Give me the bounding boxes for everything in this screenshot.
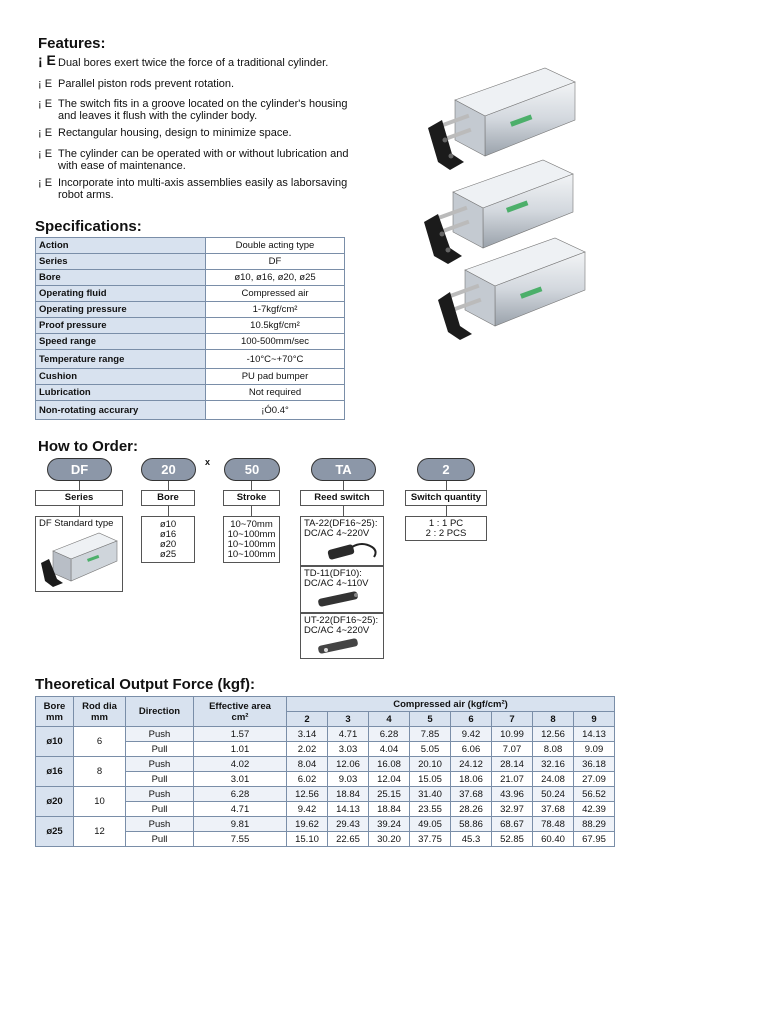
force-cell: 8.08 [533,742,574,757]
spec-value: PU pad bumper [206,369,345,385]
quantity-option: 1 : 1 PC [428,518,464,529]
force-cell: 50.24 [533,787,574,802]
spec-value: 100-500mm/sec [206,334,345,350]
force-cell: 6.02 [287,772,328,787]
table-row [36,270,345,286]
table-row [36,817,615,832]
spec-value: Compressed air [206,286,345,302]
force-cell: 16.08 [369,757,410,772]
switch-option-ta22 [300,516,384,566]
feature-text: Incorporate into multi-axis assemblies easily as laborsaving robot arms. [58,177,348,201]
stroke-option: 10~100mm [227,539,276,550]
force-cell: 37.75 [410,832,451,847]
spec-key: Series [36,254,206,270]
bore-cell: ø10 [36,727,74,757]
switch-model: TA-22(DF16~25): [304,518,378,529]
spec-key: Lubrication [36,385,206,401]
force-cell: 37.68 [533,802,574,817]
force-cell: 49.05 [410,817,451,832]
area-cell: 9.81 [194,817,287,832]
force-cell: 28.14 [492,757,533,772]
code-bore-pill: 20 [141,458,196,481]
direction-cell: Push [126,787,194,802]
label-series: Series [35,490,123,506]
bore-option: ø20 [159,539,177,550]
bullet-icon: ¡ E [38,98,53,110]
pressure-header: 4 [369,712,410,727]
cylinder-1 [428,68,575,170]
table-row [36,385,345,401]
rod-cell: 10 [74,787,126,817]
force-cell: 7.07 [492,742,533,757]
force-cell: 42.39 [574,802,615,817]
force-cell: 68.67 [492,817,533,832]
force-cell: 10.99 [492,727,533,742]
force-cell: 23.55 [410,802,451,817]
bore-option: ø10 [159,519,177,530]
force-cell: 12.56 [533,727,574,742]
force-cell: 6.06 [451,742,492,757]
spec-key: Bore [36,270,206,286]
table-header-row [36,697,615,712]
rod-cell: 8 [74,757,126,787]
switch-ut22-image [304,636,380,658]
bore-cell: ø25 [36,817,74,847]
table-row [36,254,345,270]
force-cell: 37.68 [451,787,492,802]
order-title: How to Order: [38,438,138,455]
force-cell: 3.14 [287,727,328,742]
force-cell: 27.09 [574,772,615,787]
spec-value: ø10, ø16, ø20, ø25 [206,270,345,286]
header-compressed-air: Compressed air (kgf/cm²) [287,697,615,712]
force-cell: 9.09 [574,742,615,757]
force-cell: 20.10 [410,757,451,772]
force-cell: 18.84 [369,802,410,817]
force-cell: 45.3 [451,832,492,847]
bullet-icon: ¡ E [38,177,53,189]
force-cell: 7.85 [410,727,451,742]
force-cell: 28.26 [451,802,492,817]
force-cell: 5.05 [410,742,451,757]
header-direction: Direction [126,697,194,727]
pressure-header: 9 [574,712,615,727]
stroke-option: 10~70mm [230,519,273,530]
table-row [36,787,615,802]
label-reed-switch: Reed switch [300,490,384,506]
feature-text: Rectangular housing, design to minimize space. [58,127,292,139]
table-row [36,350,345,369]
force-cell: 39.24 [369,817,410,832]
spec-value: DF [206,254,345,270]
spec-value: 10.5kgf/cm² [206,318,345,334]
force-cell: 56.52 [574,787,615,802]
rod-cell: 6 [74,727,126,757]
bullet-icon: ¡ E [38,52,56,68]
force-cell: 12.04 [369,772,410,787]
table-row [36,401,345,420]
spec-key: Operating pressure [36,302,206,318]
pressure-header: 6 [451,712,492,727]
direction-cell: Push [126,757,194,772]
force-cell: 88.29 [574,817,615,832]
force-cell: 4.71 [328,727,369,742]
series-cylinder-image [39,529,119,587]
header-effective-area: Effective area cm² [194,697,287,727]
force-cell: 32.97 [492,802,533,817]
series-text: DF Standard type [39,518,114,529]
bullet-icon: ¡ E [38,148,53,160]
force-cell: 21.07 [492,772,533,787]
stroke-option: 10~100mm [227,529,276,540]
force-cell: 29.43 [328,817,369,832]
spec-value: -10°C~+70°C [206,350,345,369]
spec-value: Double acting type [206,238,345,254]
header-rod-dia: Rod dia mm [74,697,126,727]
spec-value: ¡Ó0.4° [206,401,345,420]
bore-cell: ø16 [36,757,74,787]
area-cell: 7.55 [194,832,287,847]
force-cell: 12.56 [287,787,328,802]
stroke-option-box [223,516,280,563]
table-row [36,727,615,742]
force-cell: 22.65 [328,832,369,847]
bore-option: ø25 [159,549,177,560]
quantity-option: 2 : 2 PCS [425,528,467,539]
spec-key: Operating fluid [36,286,206,302]
table-row [36,302,345,318]
spec-key: Cushion [36,369,206,385]
force-cell: 32.16 [533,757,574,772]
force-cell: 43.96 [492,787,533,802]
pressure-header: 3 [328,712,369,727]
bore-option-box [141,516,195,563]
force-cell: 31.40 [410,787,451,802]
cylinder-product-image [420,58,590,378]
spec-key: Action [36,238,206,254]
force-cell: 25.15 [369,787,410,802]
specs-table [35,237,345,420]
force-cell: 15.05 [410,772,451,787]
force-cell: 14.13 [574,727,615,742]
direction-cell: Pull [126,832,194,847]
pressure-header: 2 [287,712,328,727]
direction-cell: Pull [126,772,194,787]
force-cell: 6.28 [369,727,410,742]
quantity-option-box [405,516,487,541]
table-row [36,369,345,385]
feature-text: Dual bores exert twice the force of a traditional cylinder. [58,57,329,69]
switch-option-ut22 [300,613,384,659]
area-cell: 3.01 [194,772,287,787]
area-cell: 6.28 [194,787,287,802]
spec-value: 1-7kgf/cm² [206,302,345,318]
output-force-table [35,696,615,847]
force-cell: 24.12 [451,757,492,772]
force-title: Theoretical Output Force (kgf): [35,676,256,693]
force-cell: 8.04 [287,757,328,772]
spec-key: Proof pressure [36,318,206,334]
bullet-icon: ¡ E [38,127,53,139]
times-sign: x [205,457,211,467]
area-cell: 1.01 [194,742,287,757]
direction-cell: Pull [126,802,194,817]
code-stroke-pill: 50 [224,458,280,481]
force-cell: 4.04 [369,742,410,757]
pressure-header: 7 [492,712,533,727]
switch-voltage: DC/AC 4~220V [304,625,370,636]
force-cell: 52.85 [492,832,533,847]
bullet-icon: ¡ E [38,78,53,90]
force-cell: 15.10 [287,832,328,847]
feature-text: The cylinder can be operated with or without lubrication and with ease of maintenance. [58,148,349,172]
force-cell: 2.02 [287,742,328,757]
table-row [36,238,345,254]
force-cell: 12.06 [328,757,369,772]
spec-key: Temperature range [36,350,206,369]
switch-model: TD-11(DF10): [304,568,362,579]
header-bore: Bore mm [36,697,74,727]
force-cell: 18.84 [328,787,369,802]
force-cell: 60.40 [533,832,574,847]
label-switch-quantity: Switch quantity [405,490,487,506]
switch-model: UT-22(DF16~25): [304,615,379,626]
switch-ta22-image [304,539,380,563]
force-cell: 24.08 [533,772,574,787]
force-cell: 30.20 [369,832,410,847]
force-cell: 58.86 [451,817,492,832]
feature-text: Parallel piston rods prevent rotation. [58,78,235,90]
area-cell: 4.71 [194,802,287,817]
stroke-option: 10~100mm [227,549,276,560]
direction-cell: Push [126,727,194,742]
switch-td11-image [304,589,380,611]
area-cell: 4.02 [194,757,287,772]
direction-cell: Pull [126,742,194,757]
code-switch-pill: TA [311,458,376,481]
bore-option: ø16 [159,529,177,540]
label-bore: Bore [141,490,195,506]
bore-cell: ø20 [36,787,74,817]
switch-voltage: DC/AC 4~110V [304,578,369,589]
specs-title: Specifications: [35,218,142,235]
spec-key: Non-rotating accurary [36,401,206,420]
switch-option-td11 [300,566,384,613]
spec-key: Speed range [36,334,206,350]
area-cell: 1.57 [194,727,287,742]
table-row [36,318,345,334]
label-stroke: Stroke [223,490,280,506]
rod-cell: 12 [74,817,126,847]
spec-value: Not required [206,385,345,401]
force-cell: 36.18 [574,757,615,772]
switch-voltage: DC/AC 4~220V [304,528,370,539]
force-cell: 3.03 [328,742,369,757]
pressure-header: 8 [533,712,574,727]
direction-cell: Push [126,817,194,832]
table-row [36,757,615,772]
table-row [36,286,345,302]
feature-text: The switch fits in a groove located on the cylinder's housing and leaves it flush with the cylinder body. [58,98,348,122]
code-quantity-pill: 2 [417,458,475,481]
force-cell: 9.03 [328,772,369,787]
series-option-box [35,516,123,592]
force-cell: 9.42 [451,727,492,742]
force-cell: 14.13 [328,802,369,817]
pressure-header: 5 [410,712,451,727]
force-cell: 67.95 [574,832,615,847]
table-row [36,334,345,350]
force-cell: 18.06 [451,772,492,787]
features-title: Features: [38,35,106,52]
force-cell: 9.42 [287,802,328,817]
force-cell: 19.62 [287,817,328,832]
cylinder-3 [438,238,585,340]
code-series-pill: DF [47,458,112,481]
force-cell: 78.48 [533,817,574,832]
